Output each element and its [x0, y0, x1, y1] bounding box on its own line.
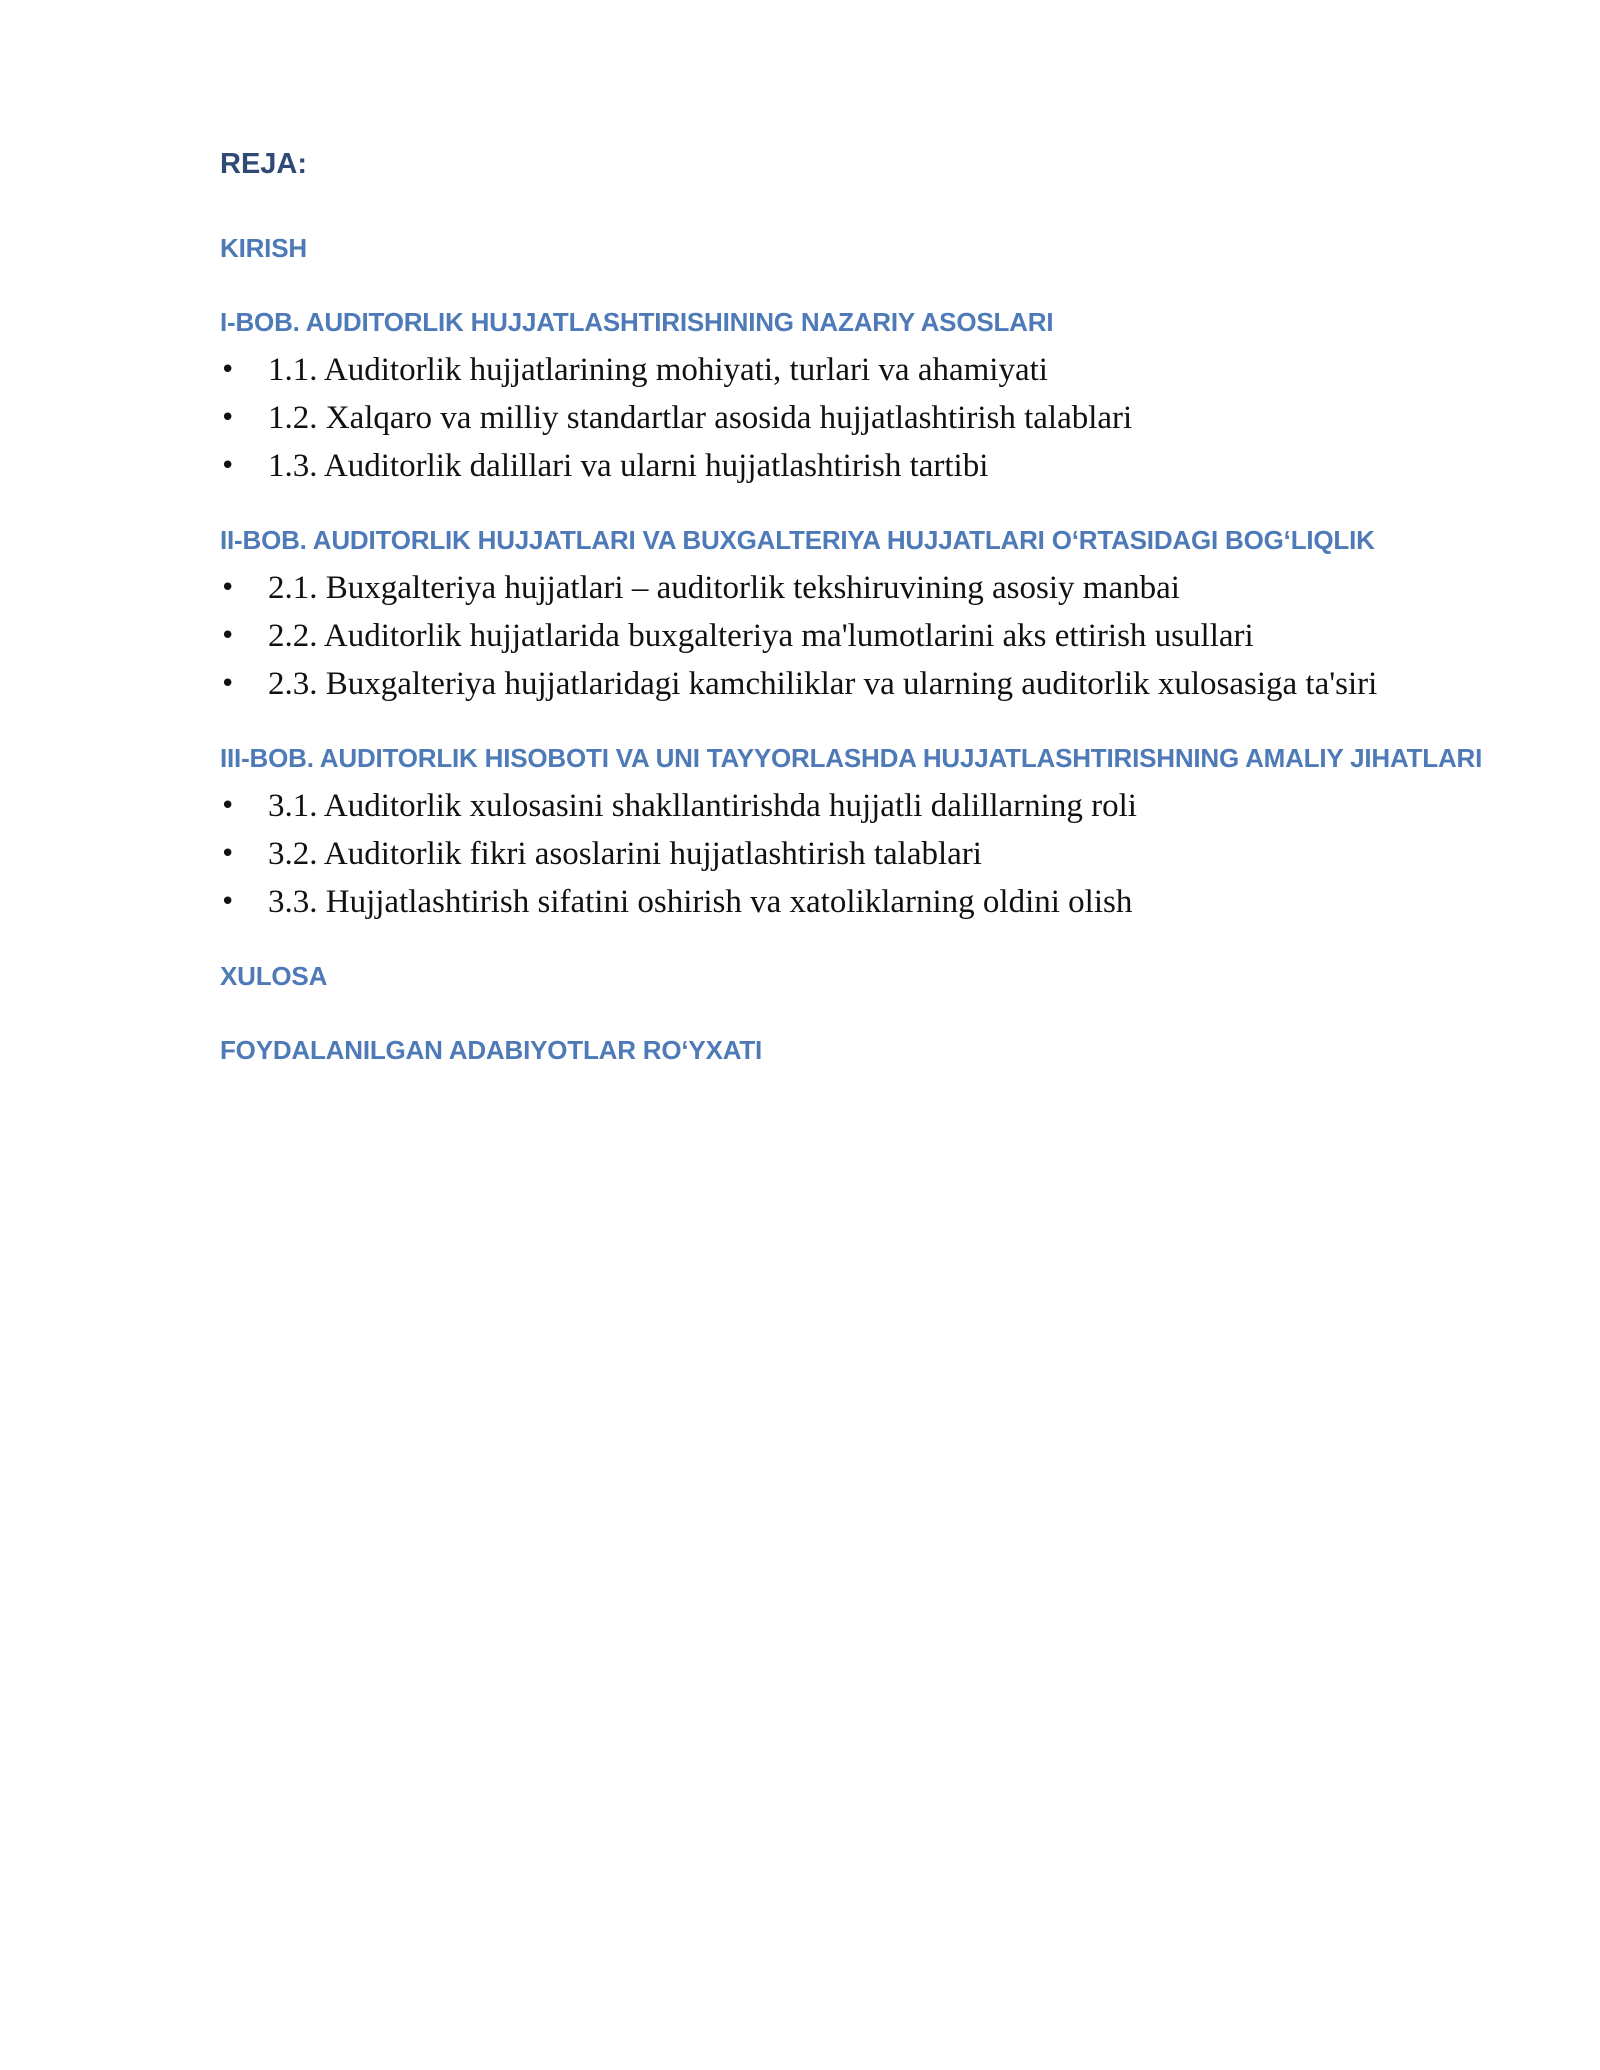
chapter-heading: I-BOB. AUDITORLIK HUJJATLASHTIRISHINING NAZARIY ASOSLARI: [220, 307, 1054, 337]
list-item-text: 2.1. Buxgalteriya hujjatlari – auditorlik tekshiruvining asosiy manbai: [268, 570, 1180, 606]
list-item-text: 3.2. Auditorlik fikri asoslarini hujjatlashtirish talablari: [268, 836, 982, 872]
bullet-icon: •: [220, 573, 236, 603]
heading-references: FOYDALANILGAN ADABIYOTLAR RO‘YXATI: [220, 1035, 763, 1065]
chapter-heading: III-BOB. AUDITORLIK HISOBOTI VA UNI TAYYORLASHDA HUJJATLASHTIRISHNING AMALIY JIHATLARI: [220, 743, 1483, 773]
bullet-icon: •: [220, 451, 236, 481]
list-item: [220, 878, 1500, 926]
bullet-icon: •: [220, 669, 236, 699]
list-item-text: 1.1. Auditorlik hujjatlarining mohiyati, turlari va ahamiyati: [268, 352, 1048, 388]
chapter-2: [220, 516, 1500, 708]
bullet-icon: •: [220, 887, 236, 917]
bullet-icon: •: [220, 839, 236, 869]
document-content: [220, 140, 1500, 1074]
list-item-text: 3.1. Auditorlik xulosasini shakllantirishda hujjatli dalillarning roli: [268, 788, 1137, 824]
chapter-item-list: [220, 782, 1500, 926]
list-item: [220, 782, 1500, 830]
list-item-text: 1.3. Auditorlik dalillari va ularni hujjatlashtirish tartibi: [268, 448, 989, 484]
bullet-icon: •: [220, 621, 236, 651]
list-item: [220, 442, 1500, 490]
bullet-icon: •: [220, 403, 236, 433]
list-item-text: 2.2. Auditorlik hujjatlarida buxgalteriya ma'lumotlarini aks ettirish usullari: [268, 618, 1254, 654]
chapter-1: [220, 298, 1500, 490]
heading-intro: KIRISH: [220, 233, 307, 263]
chapter-item-list: [220, 346, 1500, 490]
chapter-3: [220, 734, 1500, 926]
list-item-text: 3.3. Hujjatlashtirish sifatini oshirish va xatoliklarning oldini olish: [268, 884, 1133, 920]
page-title: REJA:: [220, 148, 308, 180]
list-item: [220, 660, 1500, 708]
bullet-icon: •: [220, 791, 236, 821]
list-item: [220, 564, 1500, 612]
list-item: [220, 394, 1500, 442]
chapter-heading: II-BOB. AUDITORLIK HUJJATLARI VA BUXGALTERIYA HUJJATLARI O‘RTASIDAGI BOG‘LIQLIK: [220, 525, 1375, 555]
list-item-text: 2.3. Buxgalteriya hujjatlaridagi kamchiliklar va ularning auditorlik xulosasiga ta'siri: [268, 666, 1378, 702]
list-item-text: 1.2. Xalqaro va milliy standartlar asosida hujjatlashtirish talablari: [268, 400, 1133, 436]
chapter-item-list: [220, 564, 1500, 708]
list-item: [220, 346, 1500, 394]
list-item: [220, 830, 1500, 878]
heading-conclusion: XULOSA: [220, 961, 328, 991]
list-item: [220, 612, 1500, 660]
bullet-icon: •: [220, 355, 236, 385]
